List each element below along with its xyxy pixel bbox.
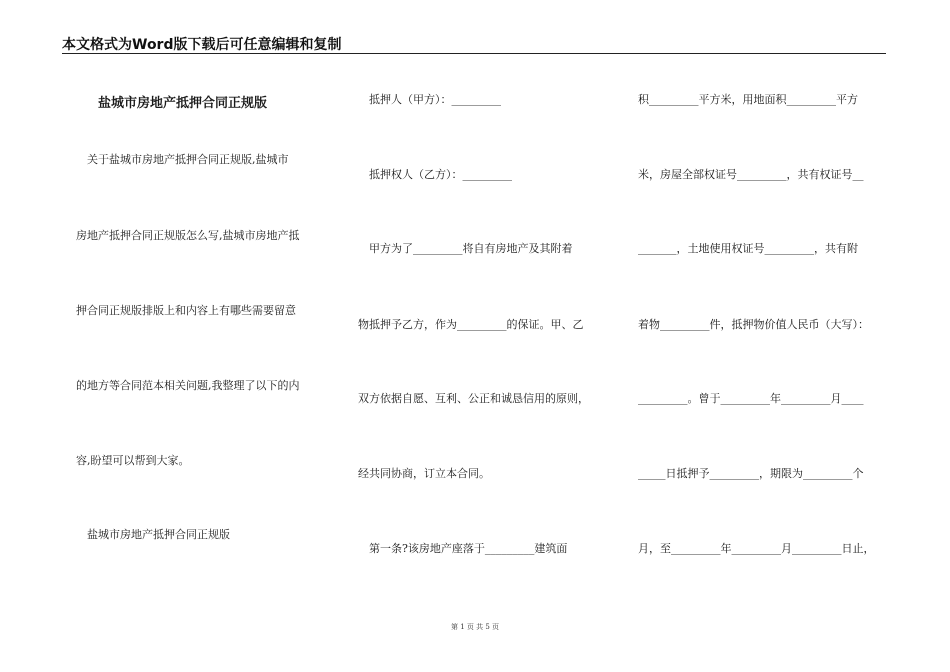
paragraph-line: _________。曾于_________年_________月____ xyxy=(638,392,864,405)
paragraph-line: 抵押人（甲方）：_________ xyxy=(358,93,501,106)
paragraph-line: 着物_________件，抵押物价值人民币（大写）： xyxy=(638,318,869,331)
text-column-1 xyxy=(76,0,326,620)
paragraph-line: 第一条?该房地产座落于_________建筑面 xyxy=(358,542,568,555)
document-title: 盐城市房地产抵押合同正规版 xyxy=(98,96,268,111)
page-number: 第 1 页 共 5 页 xyxy=(450,623,500,631)
document-header-title: 本文格式为Word版下载后可任意编辑和复制 xyxy=(62,37,342,53)
paragraph-line: _______，土地使用权证号_________，共有附 xyxy=(638,242,858,255)
paragraph-line: 押合同正规版排版上和内容上有哪些需要留意 xyxy=(76,304,296,317)
text-column-3 xyxy=(638,0,894,620)
paragraph-line: 双方依据自愿、互利、公正和诚恳信用的原则， xyxy=(358,392,589,405)
paragraph-line: 物抵押予乙方，作为_________的保证。甲、乙 xyxy=(358,318,584,331)
paragraph-line: 关于盐城市房地产抵押合同正规版,盐城市 xyxy=(76,153,289,166)
paragraph-line: 米，房屋全部权证号_________，共有权证号__ xyxy=(638,168,864,181)
paragraph-line: 积_________平方米，用地面积_________平方 xyxy=(638,93,858,106)
paragraph-line: 的地方等合同范本相关问题,我整理了以下的内 xyxy=(76,379,300,392)
paragraph-line: 房地产抵押合同正规版怎么写,盐城市房地产抵 xyxy=(76,229,300,242)
paragraph-line: 月，至_________年_________月_________日止， xyxy=(638,542,875,555)
paragraph-line: 盐城市房地产抵押合同正规版 xyxy=(76,528,230,541)
paragraph-line: 容,盼望可以帮到大家。 xyxy=(76,454,190,467)
paragraph-line: 抵押权人（乙方）：_________ xyxy=(358,168,512,181)
paragraph-line: _____日抵押予_________，期限为_________个 xyxy=(638,467,864,480)
text-column-2 xyxy=(358,0,608,620)
paragraph-line: 甲方为了_________将自有房地产及其附着 xyxy=(358,242,573,255)
paragraph-line: 经共同协商，订立本合同。 xyxy=(358,467,490,480)
